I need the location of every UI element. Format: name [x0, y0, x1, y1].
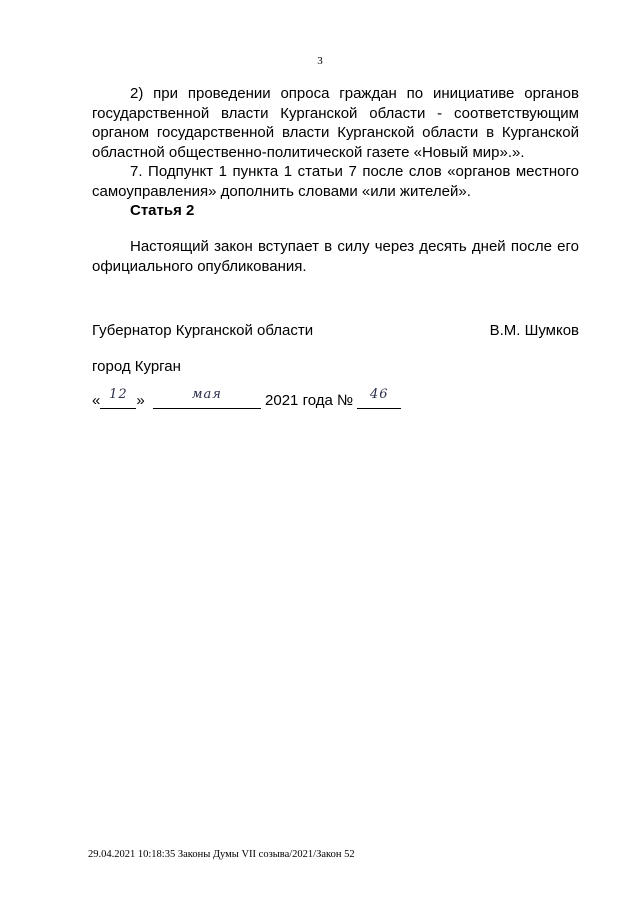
open-quote: «: [92, 392, 101, 409]
city-line: город Курган: [92, 358, 181, 375]
signature-block: [92, 322, 579, 339]
paragraph-item-7: 7. Подпункт 1 пункта 1 статьи 7 после слов «органов местного самоуправления» дополнить словами «или жителей».: [92, 163, 579, 200]
signatory-position: Губернатор Курганской области: [92, 322, 314, 339]
number-field: [357, 387, 401, 409]
date-line: [92, 387, 401, 409]
article-2-text: Настоящий закон вступает в силу через десять дней после его официального опубликования.: [92, 238, 579, 275]
page-number: 3: [317, 55, 323, 67]
close-quote: »: [136, 392, 145, 409]
handwritten-month: мая: [191, 387, 222, 402]
handwritten-day: 12: [109, 387, 128, 402]
article-body: [92, 237, 579, 276]
footer-stamp: 29.04.2021 10:18:35 Законы Думы VII созыва/2021/Закон 52: [88, 849, 355, 860]
handwritten-number: 46: [369, 387, 389, 402]
amendment-text: [92, 84, 579, 201]
year-text: 2021 года №: [265, 392, 354, 409]
article-heading: Статья 2: [130, 202, 195, 219]
day-field: [100, 387, 136, 409]
month-field: [153, 387, 261, 409]
paragraph-survey-publication: 2) при проведении опроса граждан по инициативе органов государственной власти Курганской области - соответствующим органом государственной власти Курганской области в Курганской областной общественно-политической газете «Новый мир».».: [92, 85, 579, 161]
signatory-name: В.М. Шумков: [489, 322, 579, 339]
